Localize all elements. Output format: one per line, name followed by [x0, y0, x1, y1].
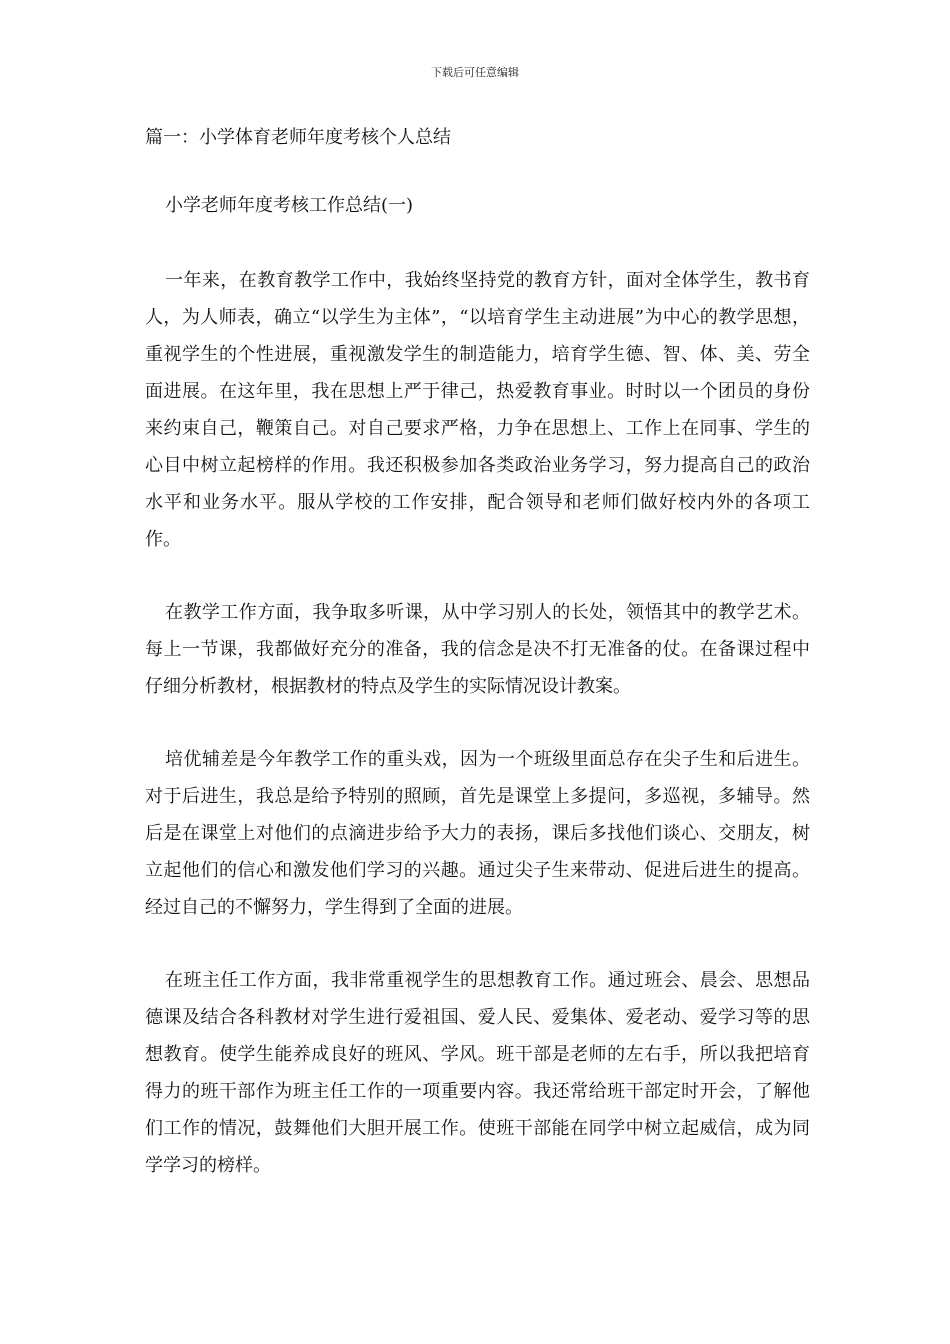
page-header: 下载后可任意编辑: [431, 66, 519, 79]
document-subtitle: 小学老师年度考核工作总结(一): [165, 195, 414, 216]
paragraph: 培优辅差是今年教学工作的重头戏，因为一个班级里面总存在尖子生和后进生。对于后进生，我总是给予特别的照顾，首先是课堂上多提问，多巡视，多辅导。然后是在课堂上对他们的点滴进步给予大力的表扬，课后多找他们谈心、交朋友，树立起他们的信心和激发他们学习的兴趣。通过尖子生来带动、促进后进生的提高。经过自己的不懈努力，学生得到了全面的进展。: [145, 749, 810, 918]
paragraph: 一年来，在教育教学工作中，我始终坚持党的教育方针，面对全体学生，教书育人，为人师表，确立“以学生为主体”，“以培育学生主动进展”为中心的教学思想，重视学生的个性进展，重视激发学生的制造能力，培育学生德、智、体、美、劳全面进展。在这年里，我在思想上严于律己，热爱教育事业。时时以一个团员的身份来约束自己，鞭策自己。对自己要求严格，力争在思想上、工作上在同事、学生的心目中树立起榜样的作用。我还积极参加各类政治业务学习，努力提高自己的政治水平和业务水平。服从学校的工作安排，配合领导和老师们做好校内外的各项工作。: [145, 270, 810, 550]
paragraph: 在教学工作方面，我争取多听课，从中学习别人的长处，领悟其中的教学艺术。每上一节课，我都做好充分的准备，我的信念是决不打无准备的仗。在备课过程中仔细分析教材，根据教材的特点及学生的实际情况设计教案。: [145, 602, 810, 697]
document-title: 篇一：小学体育老师年度考核个人总结: [145, 127, 451, 148]
document-body: [145, 120, 810, 1184]
paragraph: 在班主任工作方面，我非常重视学生的思想教育工作。通过班会、晨会、思想品德课及结合各科教材对学生进行爱祖国、爱人民、爱集体、爱老动、爱学习等的思想教育。使学生能养成良好的班风、学风。班干部是老师的左右手，所以我把培育得力的班干部作为班主任工作的一项重要内容。我还常给班干部定时开会，了解他们工作的情况，鼓舞他们大胆开展工作。使班干部能在同学中树立起威信，成为同学学习的榜样。: [145, 970, 810, 1176]
